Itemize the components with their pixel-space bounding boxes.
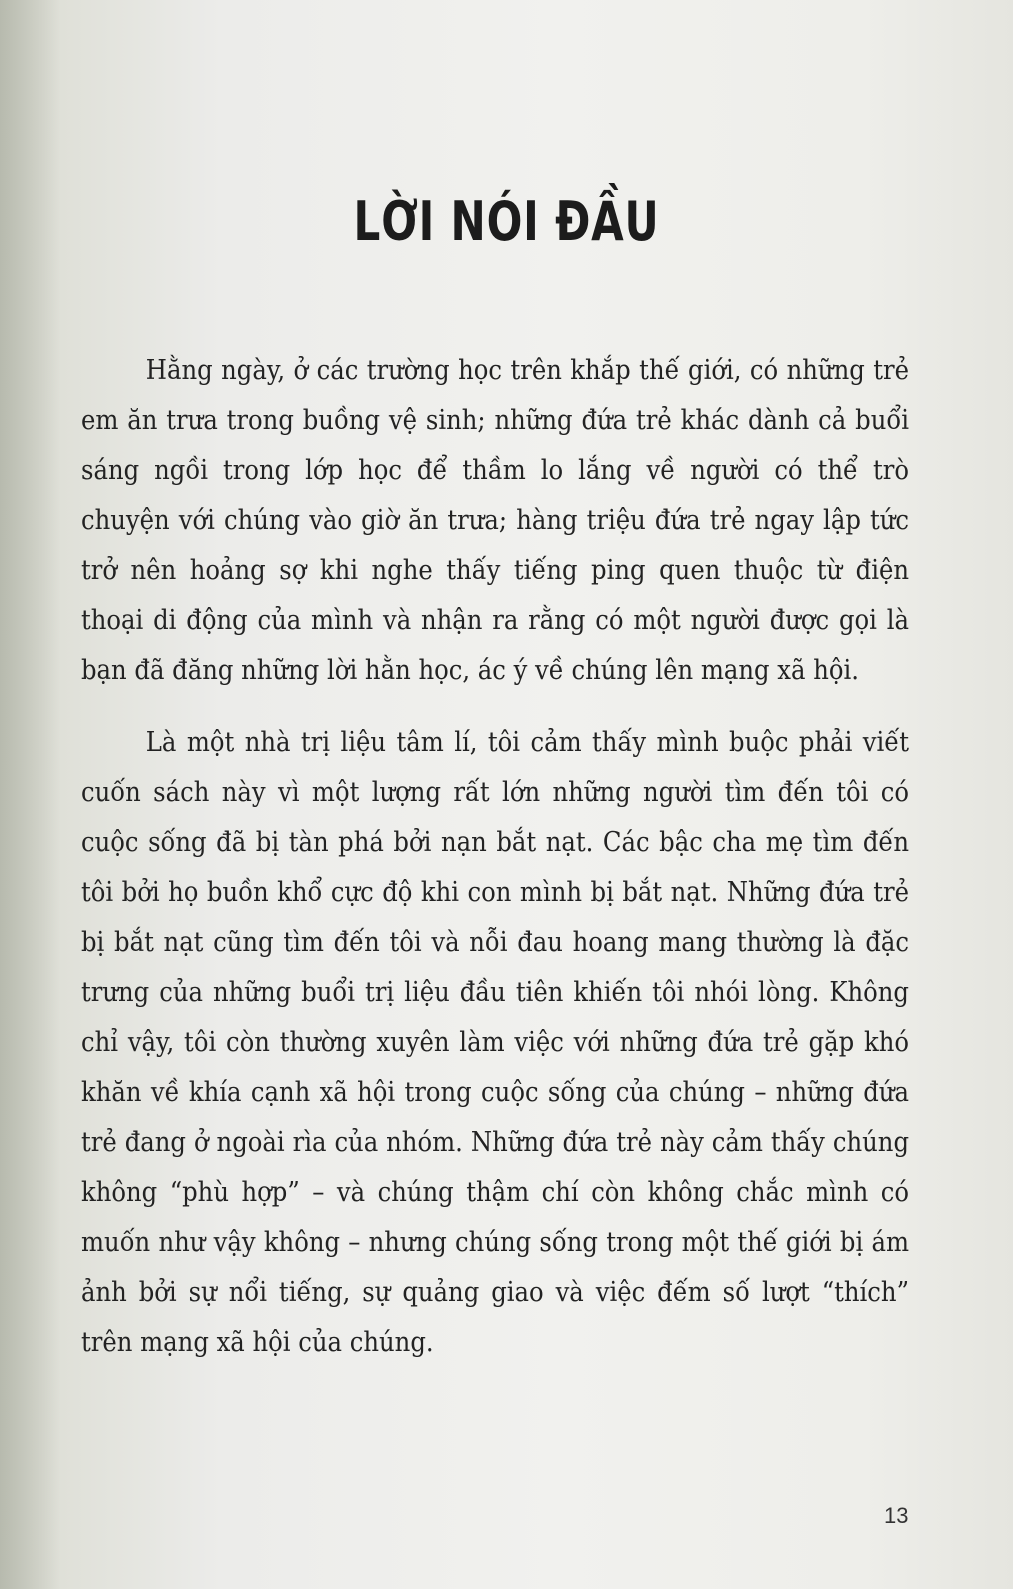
chapter-title: LỜI NÓI ĐẦU xyxy=(353,190,660,253)
page-number: 13 xyxy=(884,1503,909,1528)
paragraph: Hằng ngày, ở các trường học trên khắp thế giới, có những trẻ em ăn trưa trong buồng vệ sinh; những đứa trẻ khác dành cả buổi sáng ngồi trong lớp học để thầm lo lắng về người có thể trò chuyện với chúng vào giờ ăn trưa; hàng triệu đứa trẻ ngay lập tức trở nên hoảng sợ khi nghe thấy tiếng ping quen thuộc từ điện thoại di động của mình và nhận ra rằng có một người được gọi là bạn đã đăng những lời hằn học, ác ý về chúng lên mạng xã hội. xyxy=(81,355,909,686)
body-text xyxy=(81,346,909,1368)
page-gutter-shadow xyxy=(0,0,60,1589)
paragraph: Là một nhà trị liệu tâm lí, tôi cảm thấy mình buộc phải viết cuốn sách này vì một lượng rất lớn những người tìm đến tôi có cuộc sống đã bị tàn phá bởi nạn bắt nạt. Các bậc cha mẹ tìm đến tôi bởi họ buồn khổ cực độ khi con mình bị bắt nạt. Những đứa trẻ bị bắt nạt cũng tìm đến tôi và nỗi đau hoang mang thường là đặc trưng của những buổi trị liệu đầu tiên khiến tôi nhói lòng. Không chỉ vậy, tôi còn thường xuyên làm việc với những đứa trẻ gặp khó khăn về khía cạnh xã hội trong cuộc sống của chúng – những đứa trẻ đang ở ngoài rìa của nhóm. Những đứa trẻ này cảm thấy chúng không “phù hợp” – và chúng thậm chí còn không chắc mình có muốn như vậy không – nhưng chúng sống trong một thế giới bị ám ảnh bởi sự nổi tiếng, sự quảng giao và việc đếm số lượt “thích” trên mạng xã hội của chúng. xyxy=(81,727,909,1358)
